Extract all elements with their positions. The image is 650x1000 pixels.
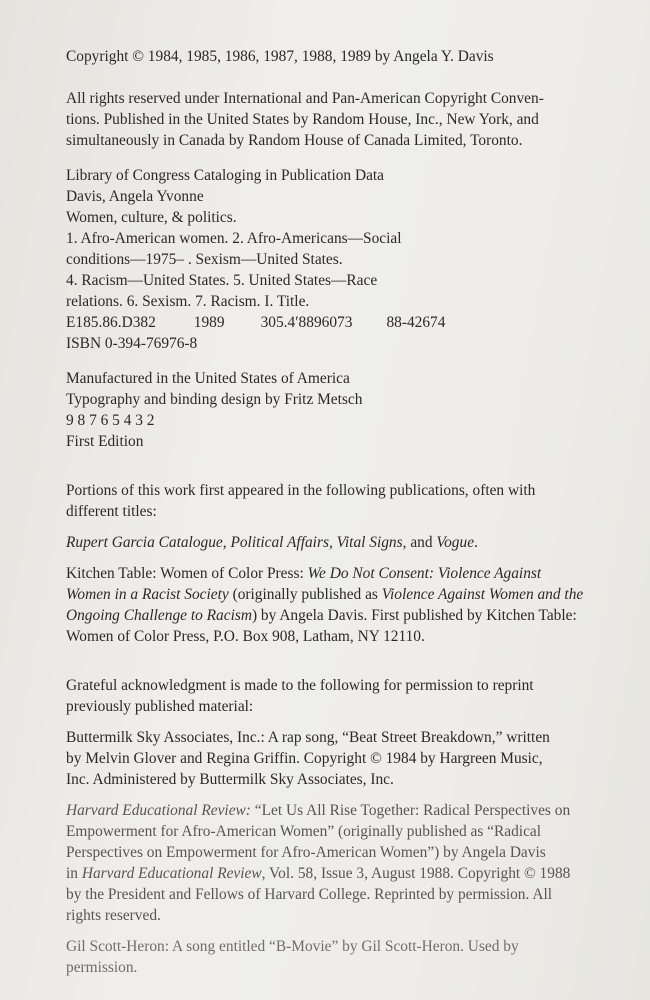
cataloging-data	[66, 165, 626, 354]
cataloging-numbers	[66, 312, 626, 333]
copyright-text-block	[66, 46, 626, 978]
credit-text: permission.	[66, 959, 138, 976]
lccn-number: 88-42674	[386, 314, 446, 331]
credit-text: Gil Scott-Heron: A song entitled “B-Movie” by Gil Scott-Heron. Used by	[66, 938, 519, 955]
credit-text: Inc. Administered by Buttermilk Sky Associates, Inc.	[66, 771, 394, 788]
dewey-number: 305.4′8896073	[260, 314, 353, 331]
credit-title: Ongoing Challenge to Racism	[66, 607, 252, 624]
harvard-credit	[66, 800, 626, 926]
design-credit: Typography and binding design by Fritz Metsch	[66, 391, 363, 408]
rights-paragraph	[66, 88, 626, 151]
cataloging-subject: conditions—1975– . Sexism—United States.	[66, 251, 343, 268]
credit-text: ) by Angela Davis. First published by Kitchen Table:	[251, 607, 577, 624]
credit-text: in	[66, 865, 82, 882]
rights-line: simultaneously in Canada by Random House of Canada Limited, Toronto.	[66, 132, 523, 149]
credit-text: Women of Color Press, P.O. Box 908, Latham, NY 12110.	[66, 628, 425, 645]
cataloging-title: Women, culture, & politics.	[66, 209, 237, 226]
credit-text: Kitchen Table: Women of Color Press:	[66, 565, 308, 582]
call-number: E185.86.D382	[66, 314, 156, 331]
cataloging-subject: relations. 6. Sexism. 7. Racism. I. Title.	[66, 293, 310, 310]
acknowledgment-line: Grateful acknowledgment is made to the following for permission to reprint	[66, 677, 534, 694]
production-info	[66, 368, 626, 452]
scott-heron-credit	[66, 936, 626, 978]
isbn: ISBN 0-394-76976-8	[66, 335, 198, 352]
credit-title: Violence Against Women and the	[381, 586, 584, 603]
rights-line: All rights reserved under International and Pan-American Copyright Conven-	[66, 90, 544, 107]
credit-title: We Do Not Consent: Violence Against	[307, 565, 542, 582]
kitchen-table-credit	[66, 563, 626, 647]
publication-title: Rupert Garcia Catalogue	[66, 534, 223, 551]
buttermilk-credit	[66, 727, 626, 790]
portions-intro-line: Portions of this work first appeared in the following publications, often with	[66, 482, 536, 499]
printing-line: 9 8 7 6 5 4 3 2	[66, 412, 155, 429]
rights-line: tions. Published in the United States by Random House, Inc., New York, and	[66, 111, 539, 128]
copyright-line: Copyright © 1984, 1985, 1986, 1987, 1988, 1989 by Angela Y. Davis	[66, 48, 494, 65]
credit-text: Buttermilk Sky Associates, Inc.: A rap song, “Beat Street Breakdown,” written	[66, 729, 550, 746]
credit-text: rights reserved.	[66, 907, 161, 924]
acknowledgment-line: previously published material:	[66, 698, 254, 715]
credit-text: (originally published as	[228, 586, 382, 603]
acknowledgment-intro	[66, 675, 626, 717]
publications-list: Rupert Garcia Catalogue, Political Affairs, Vital Signs, and Vogue.	[66, 534, 478, 551]
publication-title: Vital Signs	[336, 534, 403, 551]
copyright-notice	[66, 46, 626, 67]
publication-title: Vogue	[436, 534, 475, 551]
catalog-year: 1989	[193, 314, 225, 331]
credit-title: Women in a Racist Society	[66, 586, 229, 603]
portions-intro-line: different titles:	[66, 503, 157, 520]
cataloging-subject: 4. Racism—United States. 5. United States—Race	[66, 272, 378, 289]
portions-intro	[66, 480, 626, 522]
conjunction: and	[410, 534, 433, 551]
credit-text: “Let Us All Rise Together: Radical Perspectives on	[250, 802, 571, 819]
credit-text: by the President and Fellows of Harvard College. Reprinted by permission. All	[66, 886, 553, 903]
publication-title: Political Affairs	[230, 534, 329, 551]
cataloging-subject: 1. Afro-American women. 2. Afro-Americans—Social	[66, 230, 402, 247]
cataloging-heading: Library of Congress Cataloging in Publication Data	[66, 167, 385, 184]
credit-text: by Melvin Glover and Regina Griffin. Copyright © 1984 by Hargreen Music,	[66, 750, 543, 767]
cataloging-author: Davis, Angela Yvonne	[66, 188, 204, 205]
credit-text: , Vol. 58, Issue 3, August 1988. Copyright © 1988	[261, 865, 571, 882]
credit-title: Harvard Educational Review:	[66, 802, 251, 819]
credit-title: Harvard Educational Review	[81, 865, 262, 882]
credit-text: Perspectives on Empowerment for Afro-American Women”) by Angela Davis	[66, 844, 546, 861]
credit-text: Empowerment for Afro-American Women” (originally published as “Radical	[66, 823, 542, 840]
edition-line: First Edition	[66, 433, 144, 450]
manufactured-line: Manufactured in the United States of America	[66, 370, 350, 387]
